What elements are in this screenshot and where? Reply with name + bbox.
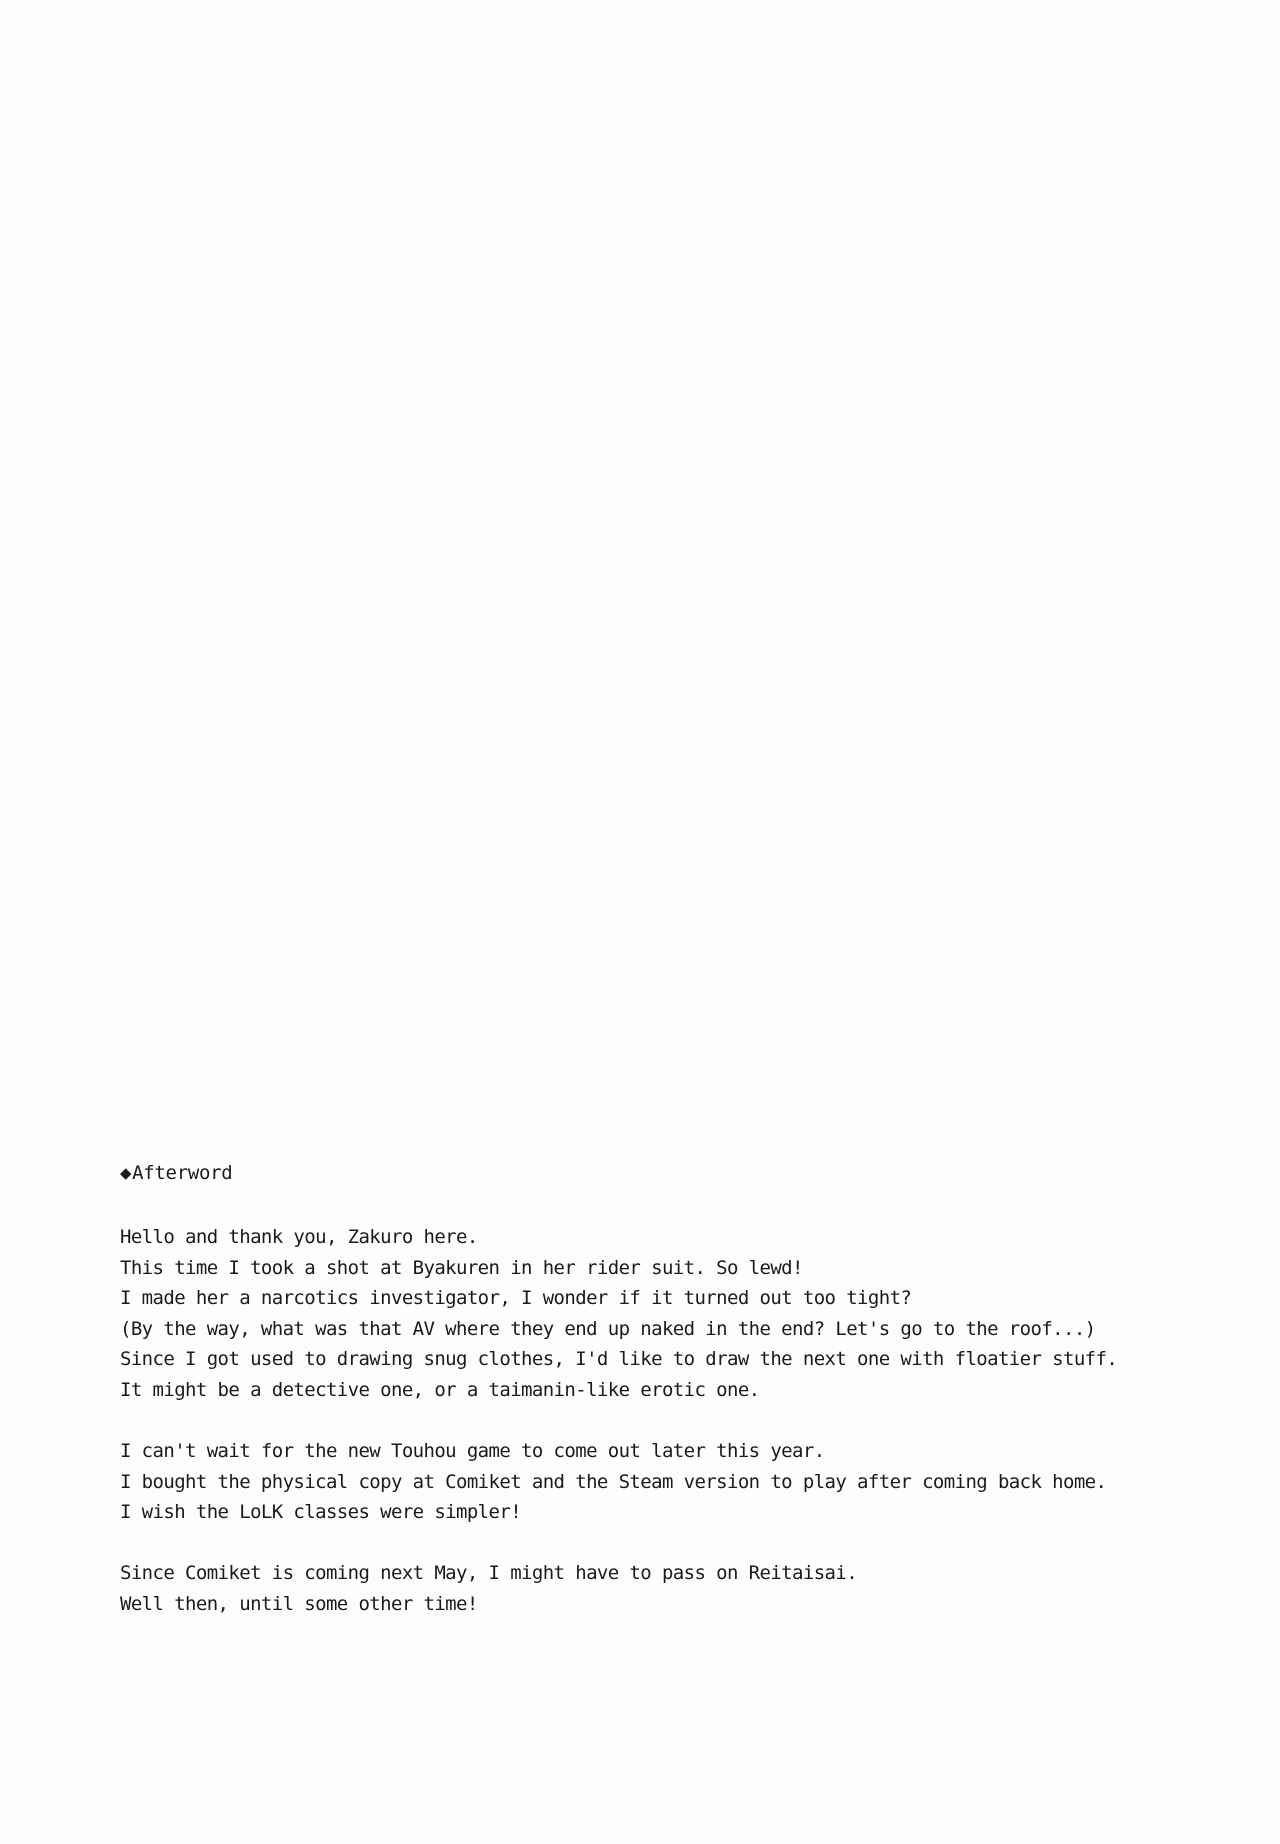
text-line: It might be a detective one, or a taimanin-like erotic one. — [120, 1378, 760, 1401]
text-line: Since Comiket is coming next May, I might have to pass on Reitaisai. — [120, 1562, 858, 1584]
diamond-icon: ◆ — [120, 1162, 132, 1184]
paragraph-2 — [120, 1436, 1106, 1528]
text-line: This time I took a shot at Byakuren in her rider suit. So lewd! — [120, 1256, 803, 1279]
text-line: I made her a narcotics investigator, I wonder if it turned out too tight? — [120, 1287, 912, 1309]
text-line: Well then, until some other time! — [120, 1592, 478, 1615]
paragraph-3 — [120, 1558, 857, 1619]
text-line: (By the way, what was that AV where they end up naked in the end? Let's go to the roof...) — [120, 1317, 1096, 1340]
paragraph-1 — [120, 1222, 1117, 1405]
text-line: I wish the LoLK classes were simpler! — [120, 1501, 522, 1523]
text-line: Hello and thank you, Zakuro here. — [120, 1226, 478, 1248]
afterword-title: Afterword — [132, 1162, 233, 1184]
text-line: Since I got used to drawing snug clothes, I'd like to draw the next one with floatier stuff. — [120, 1348, 1118, 1370]
text-line: I can't wait for the new Touhou game to come out later this year. — [120, 1440, 825, 1462]
afterword-section — [112, 1140, 1118, 1660]
text-line: I bought the physical copy at Comiket and the Steam version to play after coming back home. — [120, 1470, 1107, 1493]
afterword-heading — [120, 1161, 232, 1185]
